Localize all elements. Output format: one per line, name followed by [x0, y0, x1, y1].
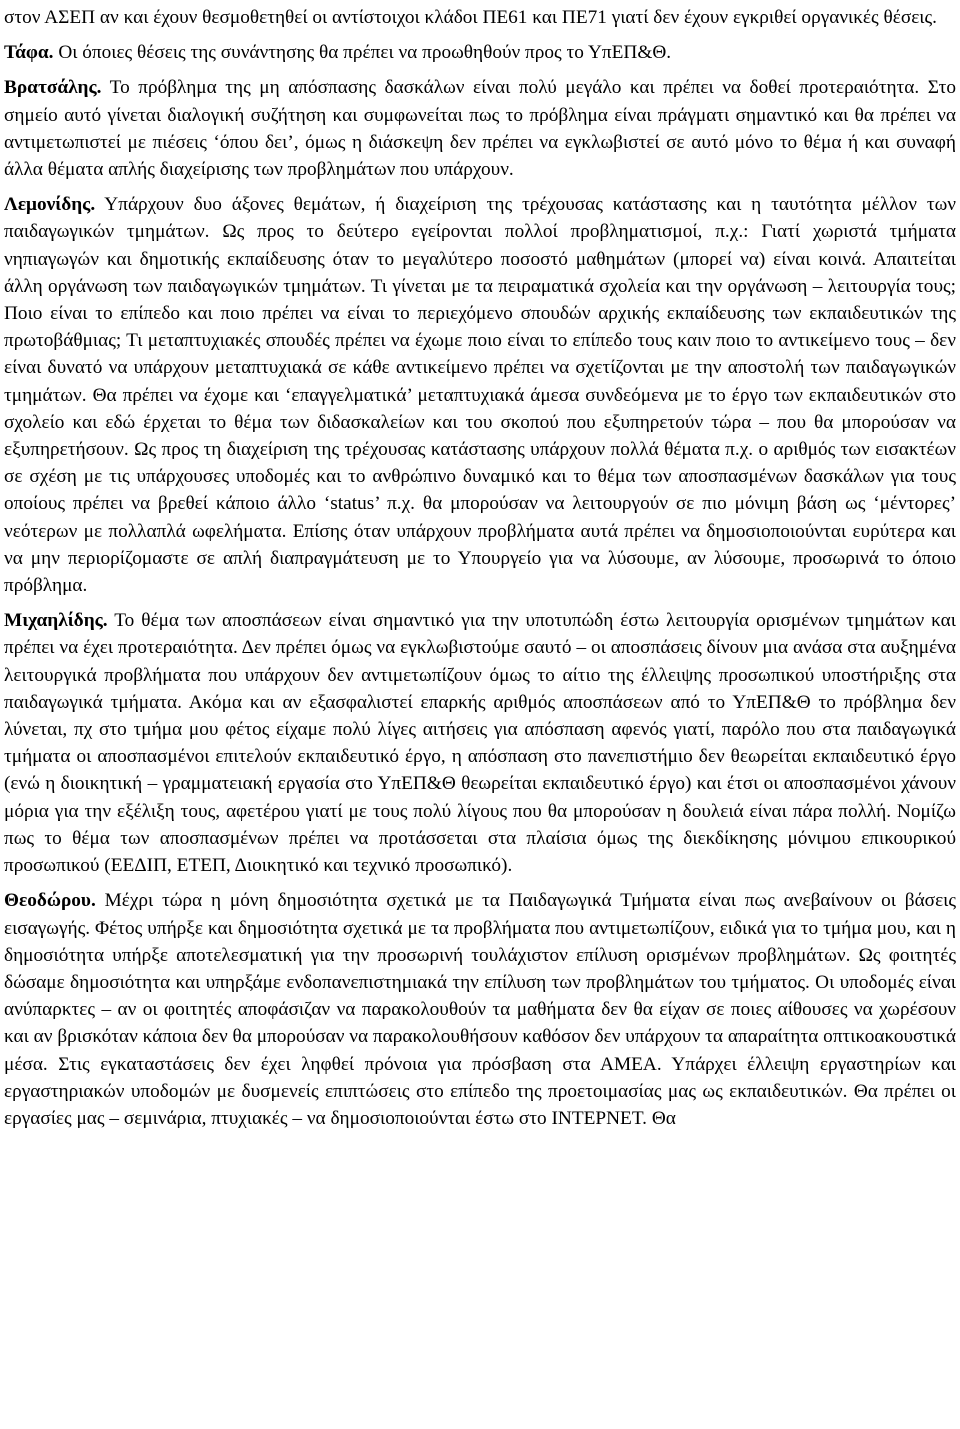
paragraph [4, 39, 956, 66]
paragraph-text: Μέχρι τώρα η μόνη δημοσιότητα σχετικά με τα Παιδαγωγικά Τμήματα είναι πως ανεβαίνουν οι βάσεις εισαγωγής. Φέτος υπήρξε και δημοσιότητα σχετικά με τα προβλήματα που αντιμετωπίζουν, ειδικά για το τμήμα μου, και η δημοσιότητα υπήρξε αποτελεσματική για την προσωρινή τουλάχιστον επίλυση ορισμένων προβλημάτων. Ως φοιτητές δώσαμε δημοσιότητα και υπηρξάμε ενδοπανεπιστημιακά την επίλυση των προβλημάτων του τμήματος. Οι υποδομές είναι ανύπαρκτες – αν οι φοιτητές αποφάσιζαν να παρακολουθούν τα μαθήματα δεν θα είχαν σε ποιες αίθουσες να χωρέσουν και αν βρισκόταν κάποια δεν θα μπορούσαν να παρακολουθήσουν καθόσον δεν υπάρχουν τα απαραίτητα οπτικοακουστικά μέσα. Στις εγκαταστάσεις δεν έχει ληφθεί πρόνοια για πρόσβαση στα ΑΜΕΑ. Υπάρχει έλλειψη εργαστηρίων και εργαστηριακών υποδομών με δυσμενείς επιπτώσεις στο επίπεδο της προετοιμασίας μας ως εκπαιδευτικών. Θα πρέπει οι εργασίες μας – σεμινάρια, πτυχιακές – να δημοσιοποιούνται έστω στο ΙΝΤΕΡΝΕΤ. Θα [4, 890, 956, 1129]
paragraph-text: στον ΑΣΕΠ αν και έχουν θεσμοθετηθεί οι αντίστοιχοι κλάδοι ΠΕ61 και ΠΕ71 γιατί δεν έχουν εγκριθεί οργανικές θέσεις. [4, 7, 937, 28]
speaker-name: Βρατσάλης. [4, 77, 102, 99]
speaker-name: Λεμονίδης. [4, 194, 96, 216]
speaker-name: Μιχαηλίδης. [4, 610, 108, 632]
paragraph [4, 4, 956, 31]
paragraph-text: Το θέμα των αποσπάσεων είναι σημαντικό για την υποτυπώδη έστω λειτουργία ορισμένων τμημάτων και πρέπει να έχει προτεραιότητα. Δεν πρέπει όμως να εγκλωβιστούμε σαυτό – οι αποσπάσεις δίνουν μια ανάσα στα αυξημένα λειτουργικά προβλήματα που υπάρχουν δεν αντιμετωπίζουν όμως το αίτιο της έλλειψης προσωπικού υποστήριξης στα παιδαγωγικά τμήματα. Ακόμα και αν εξασφαλιστεί επαρκής αριθμός αποσπάσεων από το ΥπΕΠ&Θ το πρόβλημα δεν λύνεται, πχ στο τμήμα μου φέτος είχαμε πολύ λίγες αιτήσεις για απόσπαση αφενός γιατί, παρόλο που στα παιδαγωγικά τμήματα οι αποσπασμένοι επιτελούν εκπαιδευτικό έργο, η απόσπαση στο πανεπιστήμιο δεν θεωρείται εκπαιδευτικό έργο (ενώ η διοικητική – γραμματειακή εργασία στο ΥπΕΠ&Θ θεωρείται εκπαιδευτικό έργο) και έτσι οι αποσπασμένοι χάνουν μόρια για την εξέλιξη τους, αφετέρου γιατί με τους πολύ λίγους που θα μπορούσαν η δουλειά είναι πάρα πολλή. Νομίζω πως το θέμα των αποσπασμένων πρέπει να προτάσσεται στα πλαίσια όμως της διεκδίκησης μόνιμου επικουρικού προσωπικού (ΕΕΔΙΠ, ΕΤΕΠ, Διοικητικό και τεχνικό προσωπικό). [4, 610, 956, 877]
speaker-name: Τάφα. [4, 42, 54, 64]
paragraph-text: Το πρόβλημα της μη απόσπασης δασκάλων είναι πολύ μεγάλο και πρέπει να δοθεί προτεραιότητα. Στο σημείο αυτό γίνεται διαλογική συζήτηση και συμφωνείται πως το πρόβλημα είναι πράγματι σημαντικό και θα πρέπει να αντιμετωπιστεί με πιέσεις ‘όπου δει’, όμως η διάσκεψη δεν πρέπει να εγκλωβιστεί σε αυτό μόνο το θέμα ή και συναφή άλλα θέματα απλής διαχείρισης των προβλημάτων που υπάρχουν. [4, 77, 956, 181]
paragraph-text: Υπάρχουν δυο άξονες θεμάτων, ή διαχείριση της τρέχουσας κατάστασης και η ταυτότητα μέλλον των παιδαγωγικών τμημάτων. Ως προς το δεύτερο εγείρονται πολλοί προβληματισμοί, π.χ.: Γιατί χωριστά τμήματα νηπιαγωγών και δημοτικής εκπαίδευσης όταν το μεγαλύτερο ποσοστό μαθημάτων (μπορεί να) είναι κοινά. Απαιτείται άλλη οργάνωση των παιδαγωγικών τμημάτων. Τι γίνεται με τα πειραματικά σχολεία και την οργάνωση – λειτουργία τους; Ποιο είναι το επίπεδο και ποιο πρέπει να είναι το περιεχόμενο σπουδών αρχικής εκπαίδευσης των εκπαιδευτικών της πρωτοβάθμιας; Τι μεταπτυχιακές σπουδές πρέπει να έχωμε ποιο είναι το επίπεδο τους καιν ποιο το αντικείμενο τους – δεν είναι δυνατό να υπάρχουν μεταπτυχιακά σε κάθε αντικείμενο πρέπει να σχετίζονται με την αποστολή των παιδαγωγικών τμημάτων. Θα πρέπει να έχομε και ‘επαγγελματικά’ μεταπτυχιακά άμεσα συνδεόμενα με το έργο των εκπαιδευτικών στο σχολείο και εδώ έρχεται το θέμα των διδασκαλείων και του σκοπού που εξυπηρετούν τώρα – που θα μπορούσαν να εξυπηρετήσουν. Ως προς τη διαχείριση της τρέχουσας κατάστασης υπάρχουν πολλά θέματα π.χ. ο αριθμός των εισακτέων σε σχέση με τις υπάρχουσες υποδομές και το ανθρώπινο δυναμικό και το θέμα των αποσπασμένων δασκάλων για τους οποίους πρέπει να βρεθεί κάποιο άλλο ‘status’ π.χ. θα μπορούσαν να λειτουργούν σε πιο μόνιμη βάση ως ‘μέντορες’ νεότερων με πολλαπλά ωφελήματα. Επίσης όταν υπάρχουν προβλήματα αυτά πρέπει να δημοσιοποιούνται ευρύτερα και να μην περιορίζομαστε σε απλή διαπραγμάτευση με το Υπουργείο για να λύσουμε, αν λύσουμε, προσωρινά το όποιο πρόβλημα. [4, 194, 956, 597]
paragraph [4, 607, 956, 879]
paragraph [4, 191, 956, 599]
paragraph [4, 74, 956, 183]
paragraph-text: Οι όποιες θέσεις της συνάντησης θα πρέπει να προωθηθούν προς το ΥπΕΠ&Θ. [58, 42, 672, 64]
paragraph [4, 887, 956, 1132]
speaker-name: Θεοδώρου. [4, 890, 96, 912]
